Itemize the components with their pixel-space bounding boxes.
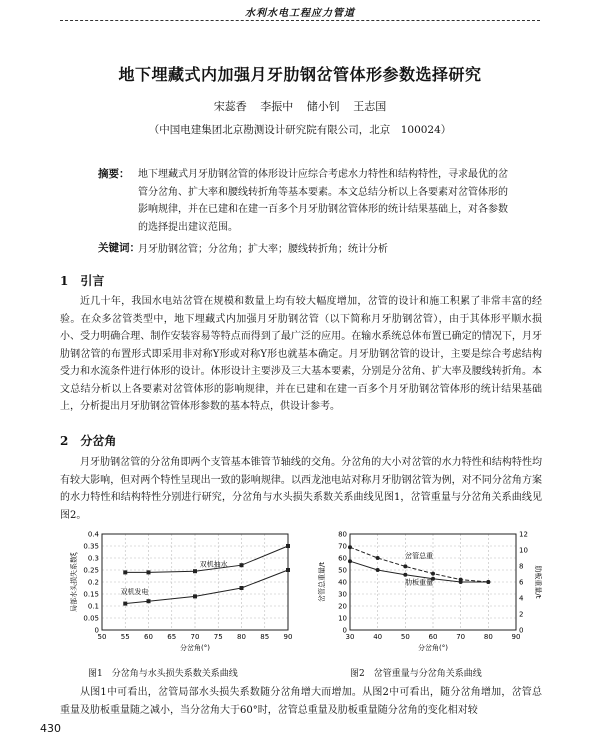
figure-2-plot xyxy=(317,531,543,653)
x-tick-label: 50 xyxy=(97,633,107,641)
y-tick-label: 30 xyxy=(338,590,347,599)
x-tick-label: 90 xyxy=(283,633,293,641)
y2-tick-label: 12 xyxy=(519,530,528,539)
keywords-text: 月牙肋钢岔管；分岔角；扩大率；腰线转折角；统计分析 xyxy=(138,244,388,255)
page-number: 430 xyxy=(40,722,61,735)
y-tick-label: 0.25 xyxy=(83,566,99,575)
x-tick-label: 55 xyxy=(120,633,130,641)
y-tick-label: 10 xyxy=(338,614,347,623)
y-tick-label: 40 xyxy=(338,578,347,587)
x-tick-label: 80 xyxy=(483,633,493,641)
author: 王志国 xyxy=(353,100,387,113)
legend-label-series-1: 岔管总重 xyxy=(405,552,434,560)
author: 宋蕊香 xyxy=(213,100,247,113)
keywords-label: 关键词： xyxy=(98,242,140,254)
data-point xyxy=(193,594,197,598)
y-tick-label: 0.4 xyxy=(87,530,99,539)
y-axis-title: 局部水头损失系数ξ xyxy=(70,552,78,612)
x-tick-label: 80 xyxy=(237,633,246,641)
data-point xyxy=(123,602,127,606)
y2-tick-label: 0 xyxy=(519,626,524,635)
x-tick-label: 70 xyxy=(190,633,200,641)
data-point xyxy=(193,569,197,573)
y2-tick-label: 2 xyxy=(519,610,524,619)
section-heading-bifurcation-angle: 2 分岔角 xyxy=(60,434,117,448)
data-point xyxy=(286,544,290,548)
data-point xyxy=(376,568,380,572)
x-tick-label: 85 xyxy=(260,633,270,641)
data-point xyxy=(403,573,407,577)
x-axis-title: 分岔角(°) xyxy=(180,644,210,652)
header-rule xyxy=(60,20,540,21)
y2-tick-label: 8 xyxy=(519,562,524,571)
section-heading-intro: 1 引言 xyxy=(60,274,105,288)
legend-label-series-2: 肋板重量 xyxy=(405,578,434,587)
y-tick-label: 70 xyxy=(338,542,347,551)
data-point xyxy=(348,545,352,549)
y-tick-label: 0.2 xyxy=(87,578,99,587)
y-tick-label: 50 xyxy=(338,566,347,575)
y-tick-label: 60 xyxy=(338,554,347,563)
y-tick-label: 0.3 xyxy=(87,554,99,563)
affiliation: （中国电建集团北京勘测设计研究院有限公司，北京 100024） xyxy=(148,124,452,136)
y-tick-label: 0.15 xyxy=(83,590,99,599)
y-axis-title: 岔管总重量/t xyxy=(318,561,326,603)
x-tick-label: 60 xyxy=(144,633,153,641)
intro-paragraph: 近几十年，我国水电站岔管在规模和数量上均有较大幅度增加，岔管的设计和施工积累了非常丰富的经验。在众多岔管类型中，地下埋藏式内加强月牙肋钢岔管（以下简称月牙肋钢岔管），由于其体形平顺水损小、受力明确合理、制作安装容易等特点而得到了最广泛的应用。在输水系统总体布置已确定的情况下，月牙肋钢岔管的布置形式即采用非对称Y形或对称Y形也就基本确定。月牙肋钢岔管的设计，主要是综合考虑结构受力和水流条件进行体形的设计。体形设计主要涉及三大基本要素，分别是分岔角、扩大率及腰线转折角。本文总结分析以上各要素对岔管体形的影响规律，并在已建和在建一百多个月牙肋钢岔管体形的统计结果基础上，分析提出月牙肋钢岔管体形参数的基本特点，供设计参考。 xyxy=(60,296,542,412)
x-tick-label: 70 xyxy=(456,633,466,641)
y-tick-label: 0.1 xyxy=(87,602,99,611)
figure-2-chart xyxy=(310,528,550,658)
data-point xyxy=(486,580,490,584)
bottom-paragraph: 从图1中可看出，岔管局部水头损失系数随分岔角增大而增加。从图2中可看出，随分岔角增加，岔管总重量及肋板重量随之减小，当分岔角大于60°时，岔管总重量及肋板重量随分岔角的变化相对较 xyxy=(60,687,542,716)
paper-title: 地下埋藏式内加强月牙肋钢岔管体形参数选择研究 xyxy=(118,65,482,84)
x-axis-title: 分岔角(°) xyxy=(418,644,448,652)
y-tick-label: 0 xyxy=(94,626,99,635)
legend-label-series-2: 双机发电 xyxy=(120,588,149,596)
data-point xyxy=(403,564,407,568)
author: 李振中 xyxy=(260,100,294,113)
x-tick-label: 75 xyxy=(213,633,223,641)
data-point xyxy=(286,568,290,572)
y2-tick-label: 10 xyxy=(519,546,528,555)
data-point xyxy=(147,570,151,574)
abstract-label: 摘要： xyxy=(98,168,130,180)
abstract-text: 地下埋藏式月牙肋钢岔管的体形设计应综合考虑水力特性和结构特性，寻求最优的岔管分岔角、扩大率和腰线转折角等基本要素。本文总结分析以上各要素对岔管体形的影响规律，并在已建和在建一百多个月牙肋钢岔管体形的统计结果基础上，对各参数的选择提出建议范围。 xyxy=(138,169,508,233)
x-tick-label: 40 xyxy=(373,633,383,641)
journal-header: 水利水电工程应力管道 xyxy=(245,8,355,19)
figure-1-caption: 图1 分岔角与水头损失系数关系曲线 xyxy=(88,669,238,679)
y-tick-label: 20 xyxy=(338,602,347,611)
y2-axis-title: 肋板重量/t xyxy=(534,565,542,599)
data-point xyxy=(240,586,244,590)
legend-label-series-1: 双机抽水 xyxy=(199,560,228,569)
x-tick-label: 30 xyxy=(345,633,355,641)
author: 储小钊 xyxy=(306,100,340,113)
y-tick-label: 0 xyxy=(342,626,347,635)
figure-2-caption: 图2 岔管重量与分岔角关系曲线 xyxy=(350,669,482,679)
data-point xyxy=(431,572,435,576)
bifurcation-paragraph: 月牙肋钢岔管的分岔角即两个支管基本锥管节轴线的交角。分岔角的大小对岔管的水力特性和结构特性均有较大影响，但对两个特性呈现出一致的影响规律。以西龙池电站对称月牙肋钢岔管为例，对不同分岔角方案的水力特性和结构特性分别进行研究，分岔角与水头损失系数关系曲线见图1，岔管重量与分岔角关系曲线见图2。 xyxy=(60,457,542,521)
data-point xyxy=(376,556,380,560)
series-line xyxy=(125,546,288,572)
y-tick-label: 80 xyxy=(338,530,347,539)
y2-tick-label: 4 xyxy=(519,594,524,603)
x-tick-label: 65 xyxy=(167,633,177,641)
figure-1-chart xyxy=(58,528,298,658)
y-tick-label: 0.35 xyxy=(83,542,99,551)
data-point xyxy=(147,599,151,603)
x-tick-label: 90 xyxy=(511,633,521,641)
data-point xyxy=(459,580,463,584)
figure-1-plot xyxy=(69,531,292,653)
y2-tick-label: 6 xyxy=(519,578,524,587)
data-point xyxy=(240,563,244,567)
series-line xyxy=(125,570,288,604)
y-tick-label: 0.05 xyxy=(83,614,99,623)
x-tick-label: 60 xyxy=(428,633,438,641)
data-point xyxy=(123,570,127,574)
authors xyxy=(0,98,600,114)
data-point xyxy=(348,559,352,563)
x-tick-label: 50 xyxy=(400,633,410,641)
